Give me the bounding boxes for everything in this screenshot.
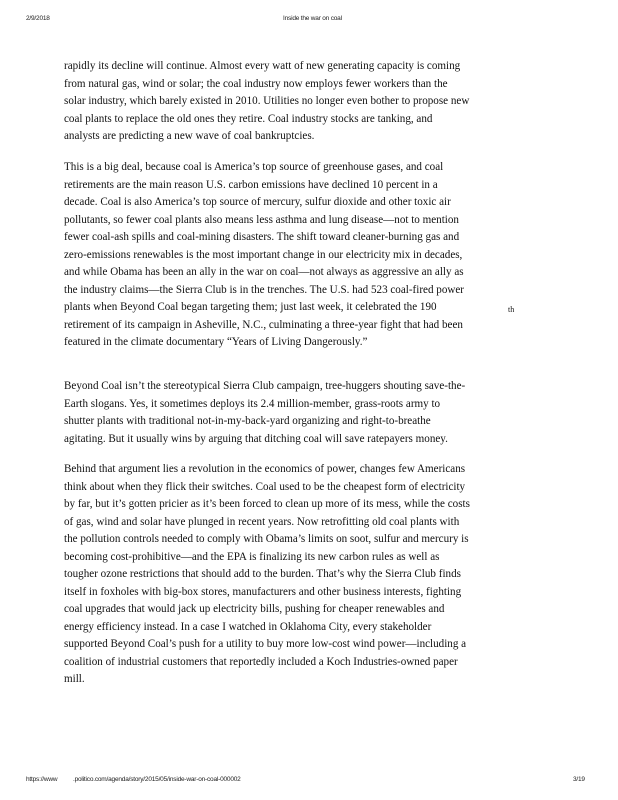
article-paragraph (64, 58, 469, 146)
text-line: retirements are the main reason U.S. carbon emissions have declined 10 percent in a (64, 178, 438, 191)
text-line: rapidly its decline will continue. Almost every watt of new generating capacity is coming (64, 60, 461, 72)
text-line: and while Obama has been an ally in the war on coal—not always as aggressive an ally as (64, 266, 464, 278)
text-line: zero-emissions renewables is the most important change in our electricity mix in decades, (64, 248, 463, 261)
text-line: Earth slogans. Yes, it sometimes deploys its 2.4 million-member, grass-roots army to (64, 397, 441, 410)
header-title: Inside the war on coal (283, 15, 342, 22)
article-paragraph (64, 378, 465, 448)
text-line: the pollution controls needed to comply with Obama’s limits on soot, sulfur and mercury is (64, 533, 469, 545)
text-line: by far, but it’s gotten pricier as it’s been forced to clean up more of its mess, while the costs (64, 498, 470, 510)
article-paragraph (64, 159, 464, 352)
text-line: fewer coal-ash spills and coal-mining disasters. The shift toward cleaner-burning gas and (64, 231, 460, 243)
text-line: coalition of industrial customers that reportedly included a Koch Industries-owned paper (64, 655, 458, 668)
header-date: 2/9/2018 (26, 15, 50, 22)
text-line: tougher ozone restrictions that should add to the burden. That’s why the Sierra Club finds (64, 568, 461, 580)
text-line: think about when they flick their switches. Coal used to be the cheapest form of electricity (64, 480, 466, 493)
text-line: agitating. But it usually wins by arguing that ditching coal will save ratepayers money. (64, 432, 448, 445)
footer-page-number: 3/19 (573, 776, 585, 783)
text-line: becoming cost-prohibitive—and the EPA is finalizing its new carbon rules as well as (64, 550, 440, 563)
text-line: Behind that argument lies a revolution in the economics of power, changes few Americans (64, 463, 466, 475)
text-line: decade. Coal is also America’s top source of mercury, sulfur dioxide and other toxic air (64, 196, 451, 208)
text-line: supported Beyond Coal’s push for a utility to buy more low-cost wind power—including a (64, 638, 467, 650)
ordinal-suffix: th (508, 305, 515, 314)
text-line: of gas, wind and solar have plunged in recent years. Now retrofitting old coal plants with (64, 515, 460, 528)
footer-url: https://www .politico.com/agenda/story/2015/05/inside-war-on-coal-000002 (26, 776, 241, 783)
text-line: coal plants to replace the old ones they retire. Coal industry stocks are tanking, and (64, 112, 433, 125)
text-line: mill. (64, 673, 85, 685)
text-line: itself in foxholes with big-box stores, manufacturers and other business interests, fighting (64, 585, 462, 598)
text-line: retirement of its campaign in Asheville, N.C., culminating a three-year fight that had been (64, 318, 463, 331)
text-line: Beyond Coal isn’t the stereotypical Sierra Club campaign, tree-huggers shouting save-the- (64, 380, 466, 392)
text-line: pollutants, so fewer coal plants also means less asthma and lung disease—not to mention (64, 213, 459, 226)
text-line: energy efficiency instead. In a case I watched in Oklahoma City, every stakeholder (64, 620, 432, 633)
text-line: This is a big deal, because coal is America’s top source of greenhouse gases, and coal (64, 161, 444, 173)
text-line: plants when Beyond Coal began targeting them; just last week, it celebrated the 190 (64, 301, 437, 313)
text-line: solar industry, which barely existed in 2010. Utilities no longer even bother to propose new (64, 95, 470, 107)
text-line: analysts are predicting a new wave of coal bankruptcies. (64, 130, 315, 142)
text-line: the industry claims—the Sierra Club is in the trenches. The U.S. had 523 coal-fired power (64, 283, 464, 296)
text-line: shutter plants with traditional not-in-my-back-yard organizing and right-to-breathe (64, 415, 431, 427)
article-paragraph (64, 461, 470, 689)
text-line: from natural gas, wind or solar; the coal industry now employs fewer workers than the (64, 77, 448, 90)
text-line: featured in the climate documentary “Years of Living Dangerously.” (64, 336, 368, 348)
text-line: coal upgrades that would jack up electricity bills, pushing for cheaper renewables and (64, 603, 445, 615)
